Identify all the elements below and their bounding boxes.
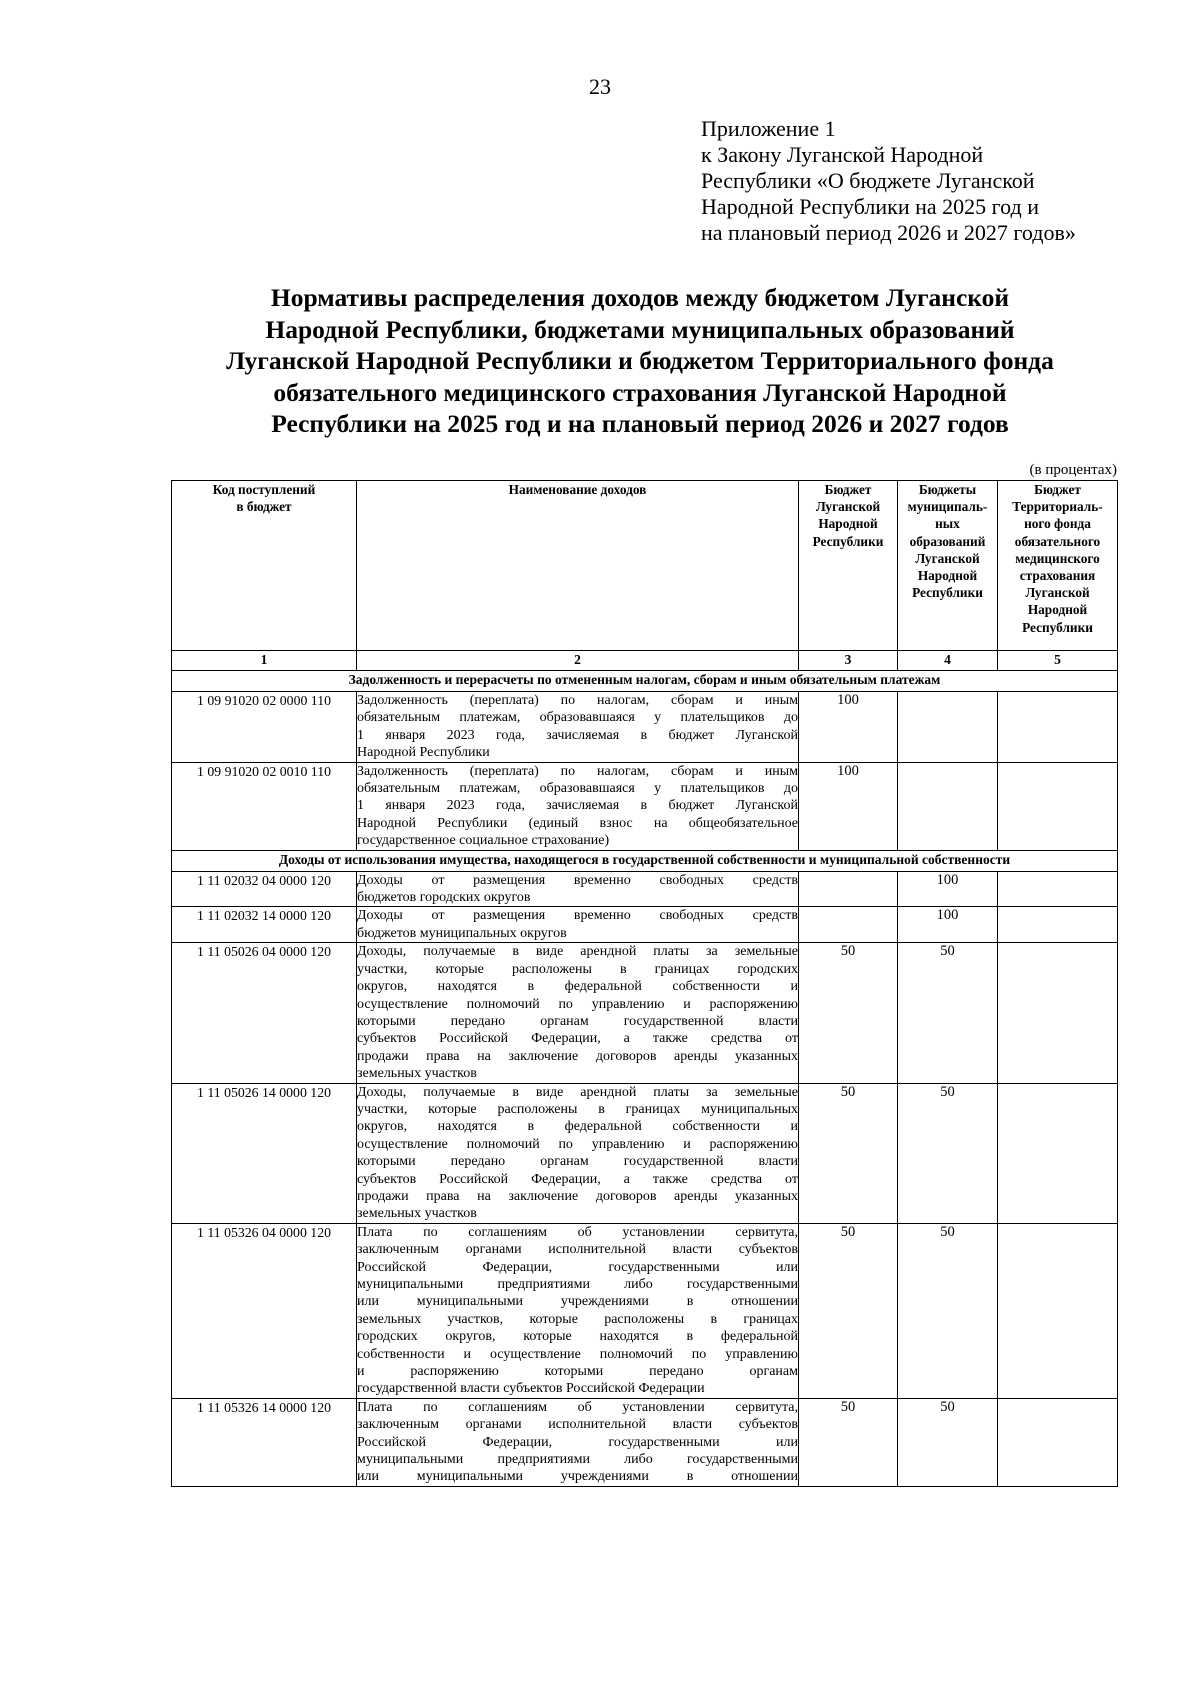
table-row: [172, 692, 1118, 763]
revenue-name-line: Российской Федерации, государственными или: [357, 1434, 798, 1450]
regional-budget-share: [799, 907, 898, 943]
table-body: [172, 671, 1118, 1487]
revenue-name: [357, 1398, 799, 1486]
revenue-name-line: Народной Республики: [357, 745, 490, 761]
revenue-name-line: заключенным органами исполнительной власти субъектов: [357, 1417, 798, 1433]
oms-fund-share: [998, 943, 1118, 1083]
municipal-budget-share: [898, 762, 998, 850]
revenue-code: 1 09 91020 02 0000 110: [172, 692, 357, 763]
revenue-name: [357, 943, 799, 1083]
revenue-name: [357, 907, 799, 943]
revenue-name-line: Доходы от размещения временно свободных средств: [357, 908, 798, 924]
column-number-row: [172, 651, 1118, 671]
revenue-name-line: округов, находятся в федеральной собственности и: [357, 1119, 798, 1135]
appendix-line: Республики «О бюджете Луганской: [701, 168, 1035, 193]
revenue-name-line: или муниципальными учреждениями в отношении: [357, 1469, 798, 1485]
revenue-distribution-table: [171, 480, 1118, 1487]
revenue-code: 1 11 05026 04 0000 120: [172, 943, 357, 1083]
header-code: Код поступлений в бюджет: [172, 481, 357, 651]
column-number: 4: [898, 651, 998, 671]
revenue-name: [357, 1223, 799, 1398]
table-row: [172, 1223, 1118, 1398]
units-note: (в процентах): [1029, 462, 1117, 478]
oms-fund-share: [998, 692, 1118, 763]
regional-budget-share: 50: [799, 943, 898, 1083]
title-line: Нормативы распределения доходов между бюджетом Луганской: [270, 283, 1010, 312]
header-oms-fund-budget: Бюджет Территориаль- ного фонда обязательного медицинского страхования Луганской Народной Республики: [998, 481, 1118, 651]
revenue-name-line: бюджетов муниципальных округов: [357, 925, 567, 941]
municipal-budget-share: 50: [898, 1083, 998, 1223]
revenue-name-line: Народной Республики (единый взнос на общеобязательное: [357, 815, 798, 831]
page-number: 23: [589, 74, 611, 99]
revenue-name: [357, 762, 799, 850]
revenue-name: [357, 692, 799, 763]
section-title: Доходы от использования имущества, находящегося в государственной собственности и муниципальной собственности: [172, 850, 1118, 871]
revenue-name-line: участки, которые расположены в границах муниципальных: [357, 1101, 798, 1117]
revenue-name-line: Задолженность (переплата) по налогам, сборам и иным: [357, 693, 798, 708]
title-line: Луганской Народной Республики и бюджетом Территориального фонда: [226, 346, 1054, 375]
header-municipal-budgets: Бюджеты муниципаль- ных образований Луганской Народной Республики: [898, 481, 998, 651]
oms-fund-share: [998, 762, 1118, 850]
revenue-name-line: Доходы от размещения временно свободных средств: [357, 872, 798, 888]
revenue-name: [357, 1083, 799, 1223]
revenue-code: 1 11 02032 14 0000 120: [172, 907, 357, 943]
revenue-name-line: бюджетов городских округов: [357, 890, 531, 906]
revenue-name-line: заключенным органами исполнительной власти субъектов: [357, 1242, 798, 1258]
appendix-line: на плановый период 2026 и 2027 годов»: [701, 220, 1076, 245]
revenue-name-line: субъектов Российской Федерации, а также средства от: [357, 1031, 798, 1047]
appendix-line: Приложение 1: [701, 116, 836, 141]
regional-budget-share: 50: [799, 1223, 898, 1398]
municipal-budget-share: 100: [898, 871, 998, 907]
revenue-code: 1 11 05326 04 0000 120: [172, 1223, 357, 1398]
revenue-name-line: земельных участков: [357, 1206, 477, 1222]
appendix-note: [701, 116, 1161, 246]
column-number: 3: [799, 651, 898, 671]
table-row: [172, 1398, 1118, 1486]
oms-fund-share: [998, 907, 1118, 943]
revenue-name-line: и распоряжению которыми передано органам: [357, 1364, 798, 1380]
oms-fund-share: [998, 1083, 1118, 1223]
municipal-budget-share: 100: [898, 907, 998, 943]
header-regional-budget: Бюджет Луганской Народной Республики: [799, 481, 898, 651]
title-line: обязательного медицинского страхования Луганской Народной: [273, 377, 1007, 407]
municipal-budget-share: 50: [898, 1398, 998, 1486]
revenue-name-line: осуществление полномочий по управлению и распоряжению: [357, 1136, 798, 1152]
revenue-name-line: муниципальными предприятиями либо государственными: [357, 1277, 798, 1292]
column-number: 5: [998, 651, 1118, 671]
revenue-name-line: земельных участков: [357, 1066, 477, 1082]
revenue-name-line: округов, находятся в федеральной собственности и: [357, 979, 798, 995]
revenue-name-line: муниципальными предприятиями либо государственными: [357, 1452, 798, 1468]
revenue-name-line: государственной власти субъектов Российской Федерации: [357, 1381, 705, 1397]
document-title: [170, 282, 1110, 440]
section-header-row: [172, 671, 1118, 692]
revenue-name-line: городских округов, которые находятся в федеральной: [357, 1329, 798, 1345]
revenue-name-line: которыми передано органам государственной власти: [357, 1013, 798, 1029]
revenue-name-line: Плата по соглашениям об установлении сервитута,: [357, 1399, 798, 1415]
municipal-budget-share: 50: [898, 1223, 998, 1398]
revenue-name-line: обязательным платежам, образовавшаяся у плательщиков до: [357, 781, 798, 797]
revenue-name-line: которыми передано органам государственной власти: [357, 1154, 798, 1170]
table-row: [172, 907, 1118, 943]
oms-fund-share: [998, 1223, 1118, 1398]
revenue-name-line: собственности и осуществление полномочий по управлению: [357, 1346, 798, 1362]
column-number: 2: [357, 651, 799, 671]
regional-budget-share: 100: [799, 692, 898, 763]
revenue-name-line: Доходы, получаемые в виде арендной платы за земельные: [357, 944, 798, 960]
revenue-name-line: продажи права на заключение договоров аренды указанных: [357, 1188, 798, 1204]
revenue-name-line: Задолженность (переплата) по налогам, сборам и иным: [357, 763, 798, 779]
revenue-code: 1 11 05326 14 0000 120: [172, 1398, 357, 1486]
header-name: Наименование доходов: [357, 481, 799, 651]
revenue-name-line: продажи права на заключение договоров аренды указанных: [357, 1048, 798, 1064]
municipal-budget-share: 50: [898, 943, 998, 1083]
section-header-row: [172, 850, 1118, 871]
revenue-name-line: Доходы, получаемые в виде арендной платы за земельные: [357, 1084, 798, 1100]
table-header-row: [172, 481, 1118, 651]
municipal-budget-share: [898, 692, 998, 763]
table-row: [172, 943, 1118, 1083]
revenue-name-line: участки, которые расположены в границах городских: [357, 961, 798, 977]
regional-budget-share: [799, 871, 898, 907]
title-line: Народной Республики, бюджетами муниципальных образований: [265, 314, 1015, 344]
revenue-name-line: 1 января 2023 года, зачисляемая в бюджет Луганской: [357, 727, 798, 743]
revenue-code: 1 11 05026 14 0000 120: [172, 1083, 357, 1223]
regional-budget-share: 50: [799, 1083, 898, 1223]
revenue-name-line: 1 января 2023 года, зачисляемая в бюджет Луганской: [357, 798, 798, 814]
table-row: [172, 762, 1118, 850]
table-row: [172, 1083, 1118, 1223]
revenue-name-line: обязательным платежам, образовавшаяся у плательщиков до: [357, 710, 798, 726]
revenue-name-line: государственное социальное страхование): [357, 833, 610, 849]
regional-budget-share: 50: [799, 1398, 898, 1486]
oms-fund-share: [998, 871, 1118, 907]
appendix-line: Народной Республики на 2025 год и: [701, 194, 1039, 219]
oms-fund-share: [998, 1398, 1118, 1486]
column-number: 1: [172, 651, 357, 671]
regional-budget-share: 100: [799, 762, 898, 850]
revenue-code: 1 09 91020 02 0010 110: [172, 762, 357, 850]
revenue-name-line: земельных участков, которые расположены в границах: [357, 1311, 798, 1327]
table-row: [172, 871, 1118, 907]
revenue-name-line: Российской Федерации, государственными или: [357, 1259, 798, 1275]
revenue-code: 1 11 02032 04 0000 120: [172, 871, 357, 907]
revenue-name-line: субъектов Российской Федерации, а также средства от: [357, 1171, 798, 1187]
revenue-name-line: или муниципальными учреждениями в отношении: [357, 1294, 798, 1310]
appendix-line: к Закону Луганской Народной: [701, 142, 984, 167]
revenue-name: [357, 871, 799, 907]
revenue-name-line: Плата по соглашениям об установлении сервитута,: [357, 1224, 798, 1240]
revenue-name-line: осуществление полномочий по управлению и распоряжению: [357, 996, 798, 1012]
section-title: Задолженность и перерасчеты по отмененным налогам, сборам и иным обязательным платежам: [172, 671, 1118, 692]
title-line: Республики на 2025 год и на плановый период 2026 и 2027 годов: [271, 409, 1009, 438]
